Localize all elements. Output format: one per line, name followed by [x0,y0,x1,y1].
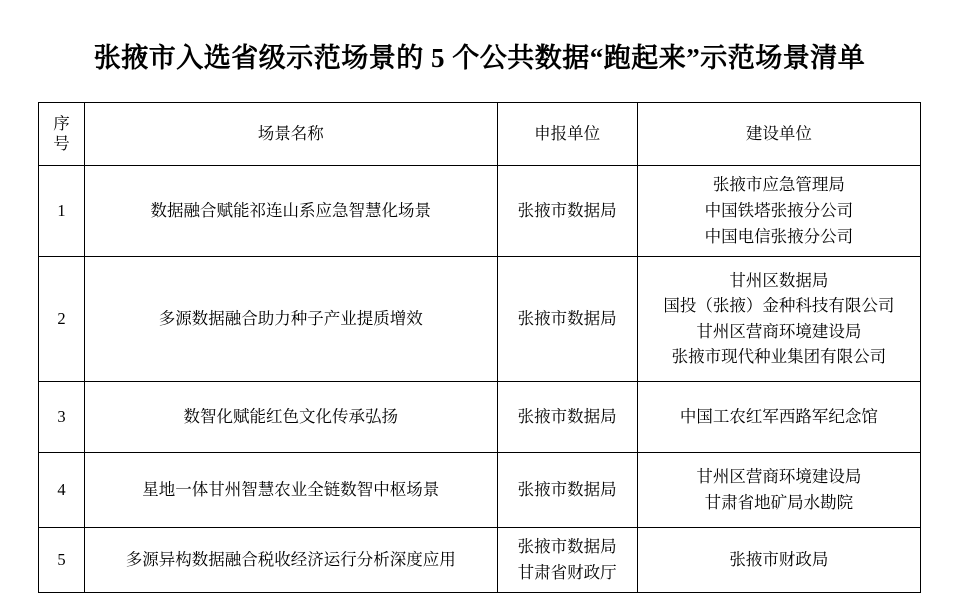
build-unit-line: 甘州区营商环境建设局 [696,321,862,341]
cell-apply-unit [497,381,637,452]
build-unit-line: 中国电信张掖分公司 [704,226,854,246]
cell-scene-name: 多源异构数据融合税收经济运行分析深度应用 [85,527,497,592]
cell-build-unit [637,256,920,381]
cell-scene-name: 多源数据融合助力种子产业提质增效 [85,256,497,381]
build-unit-line: 中国铁塔张掖分公司 [704,200,854,220]
apply-unit-line: 张掖市数据局 [517,537,617,557]
cell-no: 4 [39,452,85,527]
scene-list-table [38,102,921,593]
table-row [39,527,921,592]
cell-no: 2 [39,256,85,381]
apply-unit-line: 张掖市数据局 [517,308,617,328]
table-header-row [39,102,921,165]
apply-unit-line: 张掖市数据局 [517,479,617,499]
cell-build-unit [637,381,920,452]
apply-unit-line: 张掖市数据局 [517,200,617,220]
build-unit-line: 甘州区数据局 [729,270,829,290]
column-header-no [39,102,85,165]
build-unit-line: 国投（张掖）金种科技有限公司 [663,296,895,316]
cell-scene-name: 数智化赋能红色文化传承弘扬 [85,381,497,452]
cell-no: 3 [39,381,85,452]
cell-build-unit [637,452,920,527]
column-header-no-line1: 序 [53,113,70,133]
cell-build-unit [637,527,920,592]
column-header-no-line2: 号 [53,133,70,153]
cell-scene-name: 数据融合赋能祁连山系应急智慧化场景 [85,165,497,256]
build-unit-line: 张掖市财政局 [729,549,829,569]
column-header-build-unit: 建设单位 [637,102,920,165]
table-row [39,165,921,256]
apply-unit-line: 甘肃省财政厅 [517,562,617,582]
cell-no: 1 [39,165,85,256]
build-unit-line: 张掖市现代种业集团有限公司 [671,347,887,367]
build-unit-line: 甘肃省地矿局水勘院 [704,492,854,512]
table-row [39,381,921,452]
build-unit-line: 甘州区营商环境建设局 [696,467,862,487]
cell-no: 5 [39,527,85,592]
cell-apply-unit [497,165,637,256]
build-unit-line: 张掖市应急管理局 [712,175,845,195]
table-row [39,256,921,381]
column-header-scene-name: 场景名称 [85,102,497,165]
cell-apply-unit [497,452,637,527]
cell-build-unit [637,165,920,256]
page-title: 张掖市入选省级示范场景的 5 个公共数据“跑起来”示范场景清单 [93,43,866,73]
build-unit-line: 中国工农红军西路军纪念馆 [679,406,878,426]
table-row [39,452,921,527]
apply-unit-line: 张掖市数据局 [517,406,617,426]
cell-apply-unit [497,527,637,592]
cell-apply-unit [497,256,637,381]
cell-scene-name: 星地一体甘州智慧农业全链数智中枢场景 [85,452,497,527]
column-header-apply-unit: 申报单位 [497,102,637,165]
